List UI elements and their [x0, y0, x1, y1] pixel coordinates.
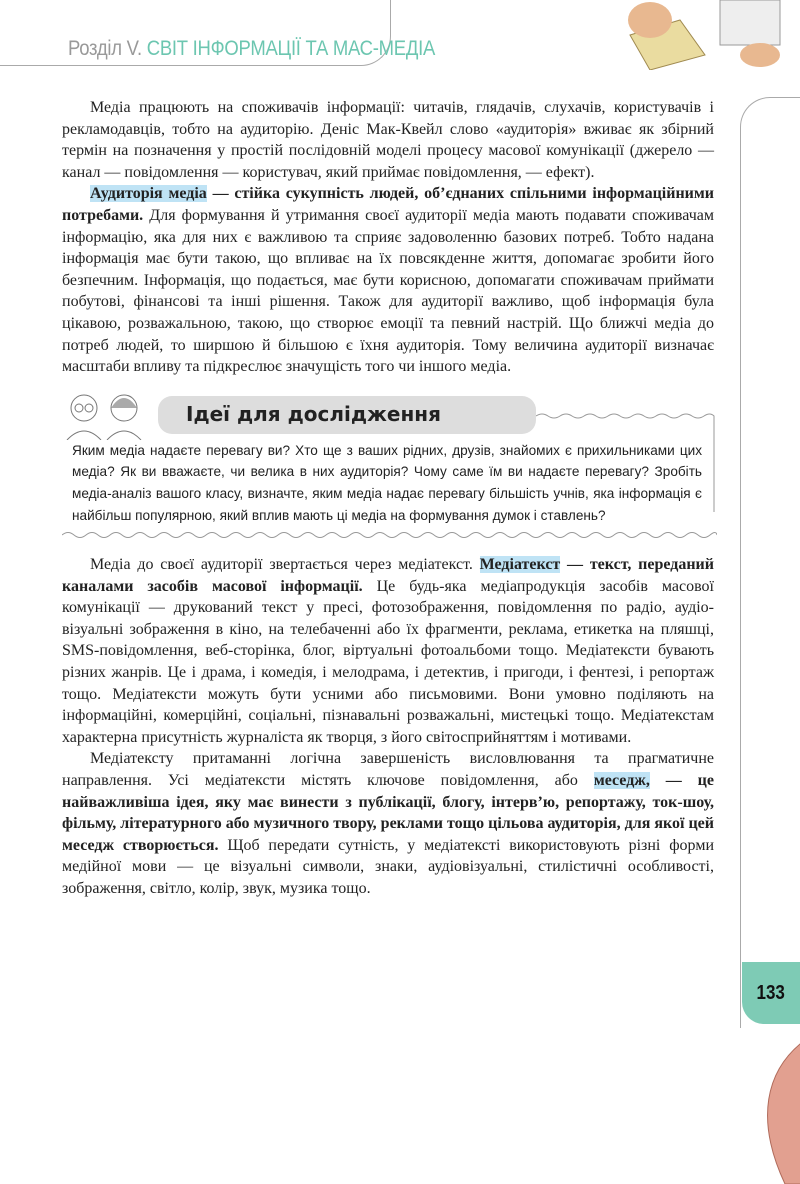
paragraph-text: Для формування й утримання своєї аудиторії медіа мають подавати споживачам інформацію, яка для них є важливою та сприяє задоволенню базових потреб. Тобто надана інформація має бути такою, що впливає на їх повсякденне життя, допомагає зробити його безпечним. Інформація, що подається, має бути корисною, допомагати споживачам приймати побутові, фінансові та інші рішення. Також для аудиторії важливо, щоб інформація була цікавою, розважальною, такою, що створює емоції та певний настрій. Що ближчі медіа до потреб людей, то ширшою й більшою є їхня аудиторія. Тому величина аудиторії визначає масштаби впливу та підкреслює значущість того чи іншого медіа.	[62, 206, 714, 376]
term-mediatext: Медіатекст	[479, 556, 561, 574]
definition: — стійка сукупність людей, об’єднаних спільними інформаційними потребами.	[62, 185, 715, 224]
paragraph-2	[62, 183, 714, 377]
section-label: Розділ V.	[68, 37, 142, 60]
hands-illustration-bottom	[745, 1040, 800, 1184]
main-column	[62, 97, 714, 900]
ideas-title: Ідеї для дослідження	[186, 401, 441, 426]
ideas-title-badge	[158, 396, 536, 434]
section-title: СВІТ ІНФОРМАЦІЇ ТА МАС-МЕДІА	[146, 37, 436, 60]
paragraph-text: Це будь-яка медіапродукція засобів масової комунікації — друкований текст у пресі, фотозображення, повідомлення по радіо, аудіо-візуальні зображення в кіно, на телебаченні або їх фрагменти, реклама, етикетка на пляшці, SMS-повідомлення, веб-сторінка, блог, віртуальні фотоальбоми тощо. Медіатексти бувають різних жанрів. Це і драма, і комедія, і мелодрама, і детектив, і пригоди, і фентезі, і репортаж тощо. Медіатексти можуть бути усними або письмовими. Вони умовно поділяють на інформаційні, комерційні, соціальні, пізнавальні розважальні, мистецькі тощо. Медіатекстам характерна присутність журналіста як творця, з його світосприйняттям і мотивами.	[62, 577, 714, 746]
term-message: меседж,	[593, 772, 650, 790]
paragraph-text: Медіатексту притаманні логічна завершеність висловлювання та прагматичне направлення. Усі медіатексти містять ключове повідомлення, або	[62, 750, 714, 790]
section-header	[68, 37, 435, 61]
paragraph-3	[62, 554, 714, 748]
margin-border	[740, 97, 800, 1028]
paragraph-4	[62, 748, 714, 899]
paragraph-text: Щоб передати сутність, у медіатексті використовують різні форми медійної мови — це візуальні символи, знаки, аудіовізуальні, стилістичні особливості, зображення, світло, колір, звук, музика тощо.	[62, 836, 715, 897]
ideas-box	[62, 390, 714, 540]
hands-illustration	[610, 0, 800, 70]
definition: — це найважливіша ідея, яку має винести з публікації, блогу, інтерв’ю, репортажу, ток-шоу, фільму, літературного або музичного твору, реклами тощо цільова аудиторія, для якої цей меседж створюється.	[62, 772, 714, 854]
wavy-divider	[62, 530, 717, 540]
paragraph-1	[62, 97, 714, 183]
paragraph-text: Медіа до своєї аудиторії звертається через медіатекст.	[90, 556, 480, 574]
definition: — текст, переданий каналами засобів масової інформації.	[62, 556, 714, 595]
students-icon	[62, 390, 152, 440]
ideas-text: Яким медіа надаєте перевагу ви? Хто ще з ваших рідних, друзів, знайомих є прихильниками цих медіа? Як ви вважаєте, чи велика в них аудиторія? Чому саме їм ви надаєте перевагу? Зробіть медіа-аналіз вашого класу, визначте, яким медіа надає перевагу більшість учнів, яка інформація є найбільш популярною, який вплив мають ці медіа на формування думок і ставлень?	[72, 442, 702, 523]
page-number: 133	[756, 982, 785, 1004]
page-number-tab	[742, 962, 800, 1024]
term-audience: Аудиторія медіа	[90, 185, 207, 203]
paragraph-text: Медіа працюють на споживачів інформації: читачів, глядачів, слухачів, користувачів і рекламодавців, тобто на аудиторію. Деніс Мак-Квейл слово «аудиторія» вживає як збірний термін на позначення у простій послідовній моделі процесу масової комунікації (джерело — канал — повідомлення — користувач, який приймає повідомлення, — ефект).	[62, 99, 714, 181]
